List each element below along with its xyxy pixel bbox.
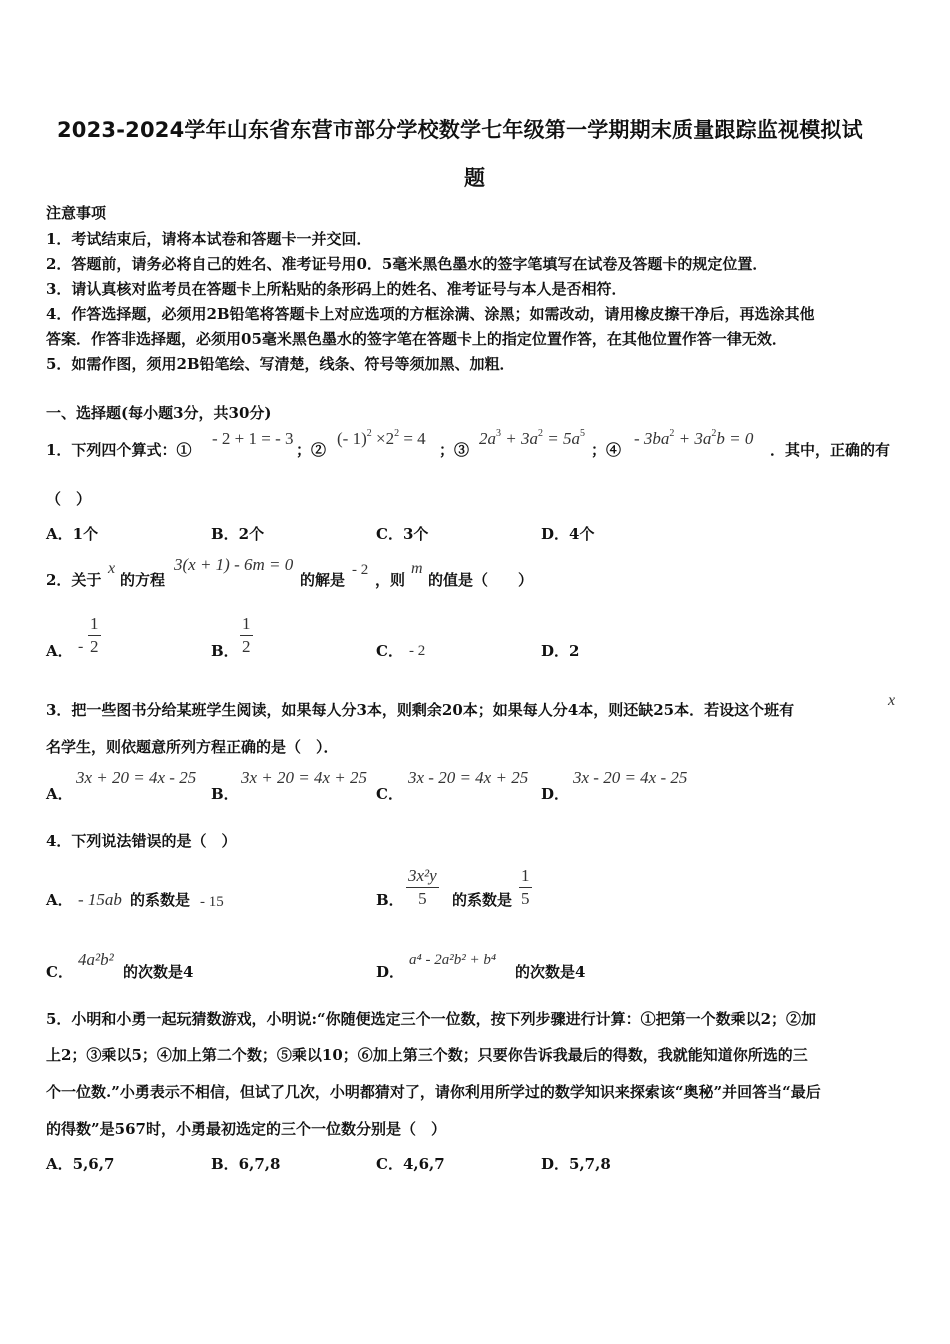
q4-lead: 4．下列说法错误的是（ ）	[46, 832, 237, 850]
q1-sep-1: ；②	[296, 441, 327, 459]
q5-option-c: C．4,6,7	[376, 1155, 445, 1173]
q2-option-c-value: - 2	[409, 643, 426, 659]
q4-option-b-text: 的系数是	[452, 891, 513, 909]
q1-expr-3: $2a^3 + 3a^2 = 5a^5$	[479, 428, 585, 448]
q3-option-b-label: B．	[211, 785, 239, 803]
q2-option-b-fraction: $\frac{1}{2}$	[242, 614, 251, 656]
q4-option-d-label: D．	[376, 963, 405, 981]
q4-option-a-text: 的系数是	[130, 891, 191, 909]
q1-expr-1: - 2 + 1 = - 3	[212, 429, 294, 448]
q3-option-a-equation: 3x + 20 = 4x - 25	[76, 768, 197, 787]
q4-option-b-label: B．	[376, 891, 404, 909]
page-title: 2023-2024学年山东省东营市部分学校数学七年级第一学期期末质量跟踪监视模拟试	[57, 118, 863, 142]
q5-line-2: 上2；③乘以5；④加上第二个数；⑤乘以10；⑥加上第三个数；只要你告诉我最后的得数，我就能知道你所选的三	[46, 1046, 808, 1064]
q3-option-c-label: C．	[376, 785, 403, 803]
q2-var-x: x	[108, 560, 116, 577]
notes-item: 5．如需作图，须用2B铅笔绘、写清楚，线条、符号等须加黑、加粗．	[46, 355, 515, 373]
q2-option-d: D．2	[541, 642, 580, 660]
q4-option-b-value: $\frac{1}{5}$	[521, 866, 530, 908]
section-heading: 一、选择题(每小题3分，共30分)	[46, 404, 272, 422]
q1-option-c: C．3个	[376, 525, 429, 543]
q2-mid-1: 的方程	[120, 571, 166, 589]
q3-option-a-label: A．	[46, 785, 73, 803]
q4-option-d-expr: a⁴ - 2a²b² + b⁴	[409, 952, 497, 968]
q1-option-b: B．2个	[211, 525, 265, 543]
q2-option-b-label: B．	[211, 642, 239, 660]
notes-item: 3．请认真核对监考员在答题卡上所粘贴的条形码上的姓名、准考证号与本人是否相符．	[46, 280, 627, 298]
page-title-continuation: 题	[464, 166, 486, 190]
q3-option-b-equation: 3x + 20 = 4x + 25	[241, 768, 368, 787]
q3-var-x: x	[888, 692, 896, 709]
q4-option-c-label: C．	[46, 963, 73, 981]
q3-option-d-label: D．	[541, 785, 570, 803]
notes-item: 1．考试结束后，请将本试卷和答题卡一并交回．	[46, 230, 372, 248]
q2-lead: 2．关于	[46, 571, 102, 589]
q2-solution: - 2	[352, 562, 369, 578]
q4-option-a-value: - 15	[200, 894, 224, 910]
q1-lead: 1．下列四个算式：①	[46, 441, 192, 459]
q1-option-d: D．4个	[541, 525, 595, 543]
q4-option-c-text: 的次数是4	[123, 963, 194, 981]
q1-paren: （ ）	[46, 490, 92, 508]
notes-item: 答案．作答非选择题，必须用05毫米黑色墨水的签字笔在答题卡上的指定位置作答，在其他位置作答一律无效．	[46, 330, 787, 348]
q2-option-c-label: C．	[376, 642, 403, 660]
q2-option-a-label: A．	[46, 642, 73, 660]
q4-option-a-expr: - 15ab	[78, 890, 122, 909]
q1-sep-2: ；③	[439, 441, 470, 459]
notes-item: 4．作答选择题，必须用2B铅笔将答题卡上对应选项的方框涂满、涂黑；如需改动，请用橡皮擦干净后，再选涂其他	[46, 305, 815, 323]
q3-line-1: 3．把一些图书分给某班学生阅读，如果每人分3本，则剩余20本；如果每人分4本，则还缺25本．若设这个班有	[46, 701, 795, 719]
q4-option-c-expr: 4a²b²	[78, 950, 114, 969]
q5-line-1: 5．小明和小勇一起玩猜数游戏，小明说:“你随便选定三个一位数，按下列步骤进行计算：①把第一个数乘以2；②加	[46, 1010, 817, 1028]
q5-option-a: A．5,6,7	[46, 1155, 115, 1173]
q5-line-4: 的得数”是567时，小勇最初选定的三个一位数分别是（ ）	[46, 1120, 446, 1138]
q3-line-2: 名学生，则依题意所列方程正确的是（ ）．	[46, 738, 339, 756]
q1-expr-2: (- $1)^2 \times 2^2 = 4$	[337, 428, 426, 448]
q4-option-d-text: 的次数是4	[515, 963, 586, 981]
q5-option-d: D．5,7,8	[541, 1155, 611, 1173]
q2-equation: 3(x + 1) - 6m = 0	[174, 555, 294, 574]
q1-sep-3: ；④	[591, 441, 622, 459]
q1-option-a: A．1个	[46, 525, 99, 543]
q4-option-a-label: A．	[46, 891, 73, 909]
q4-option-b-fraction: $\frac{\text{3x²y}}{5}$	[408, 866, 437, 908]
q2-mid-2: 的解是	[300, 571, 346, 589]
q2-var-m: m	[411, 560, 423, 577]
q3-option-c-equation: 3x - 20 = 4x + 25	[408, 768, 529, 787]
q5-line-3: 个一位数.”小勇表示不相信，但试了几次，小明都猜对了，请你利用所学过的数学知识来探索该“奥秘”并回答当“最后	[46, 1083, 821, 1101]
q1-expr-4: - $3ba^2 + 3a^2b = 0$	[634, 428, 754, 448]
notes-item: 2．答题前，请务必将自己的姓名、准考证号用0．5毫米黑色墨水的签字笔填写在试卷及答题卡的规定位置．	[46, 255, 768, 273]
q2-option-a-fraction: $\frac{1}{2}$	[90, 614, 99, 656]
q2-option-a-sign: -	[78, 638, 84, 655]
q2-tail: 的值是（ ）	[428, 571, 534, 589]
notes-heading: 注意事项	[46, 204, 107, 222]
q1-tail: ．其中，正确的有	[770, 441, 891, 459]
q3-option-d-equation: 3x - 20 = 4x - 25	[573, 768, 688, 787]
q2-mid-3: ，则	[375, 571, 406, 589]
q5-option-b: B．6,7,8	[211, 1155, 281, 1173]
